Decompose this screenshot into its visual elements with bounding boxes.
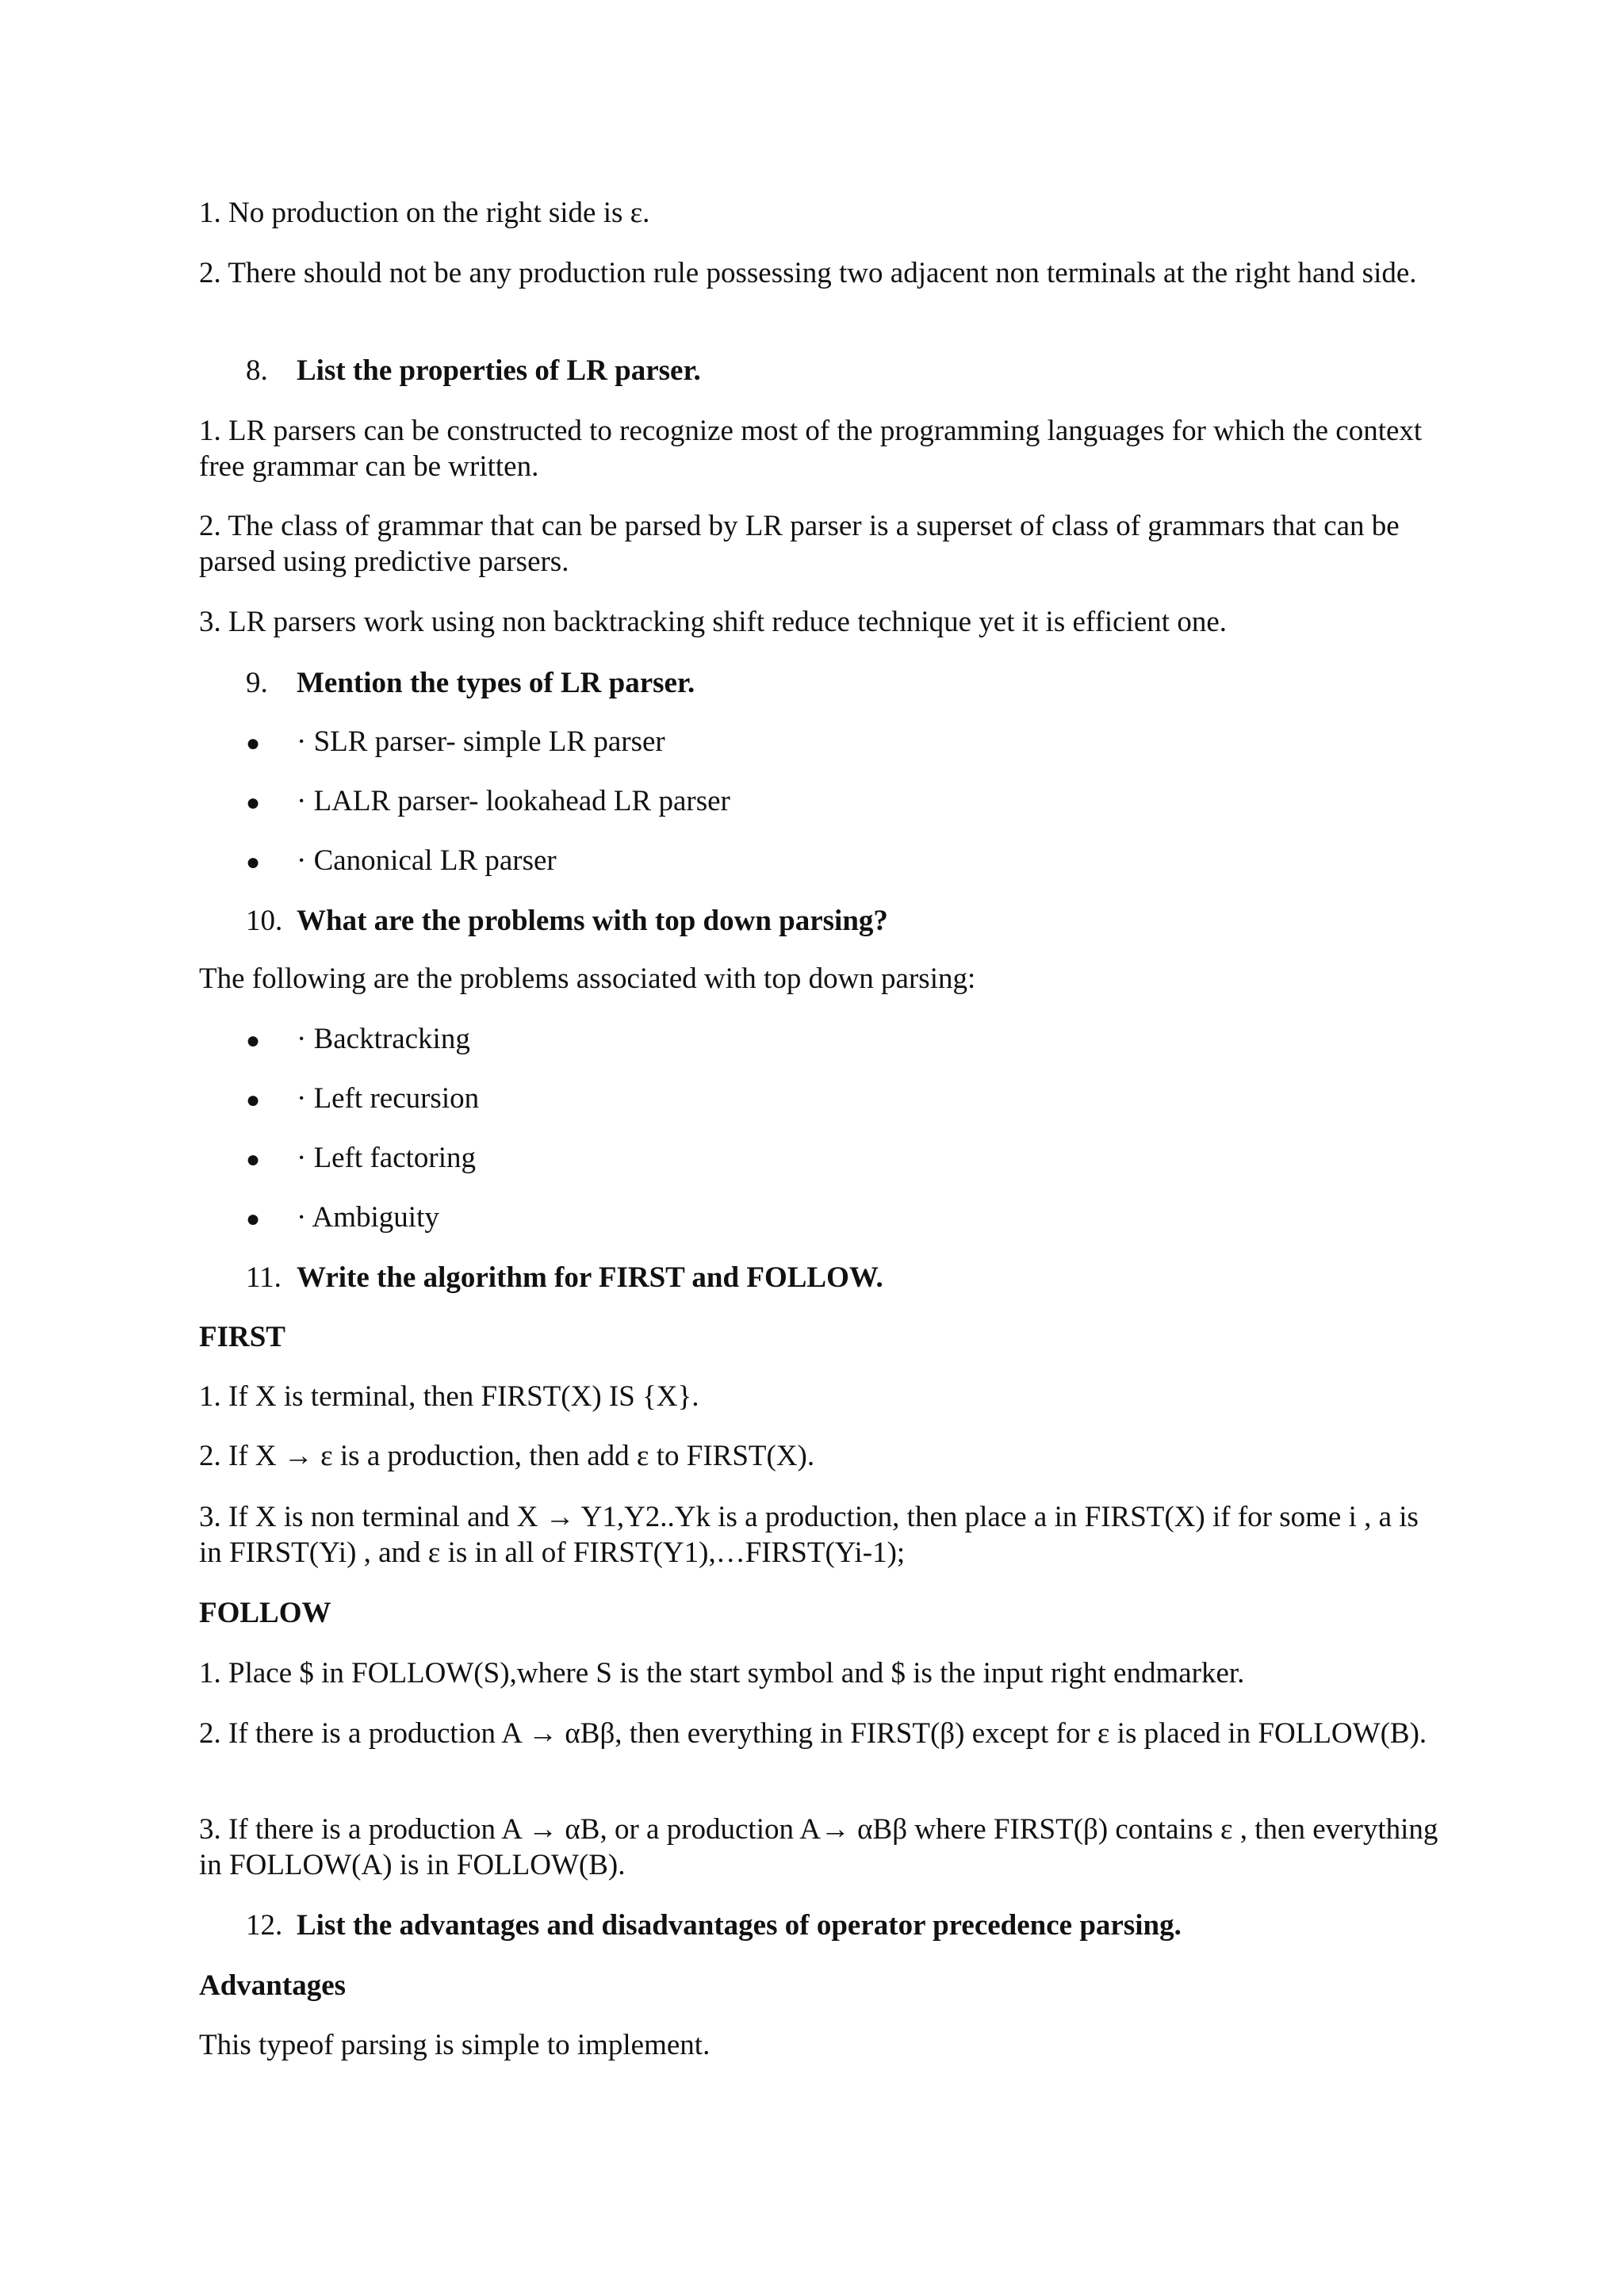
bullet-icon: ●	[246, 730, 261, 756]
advantages-text: This typeof parsing is simple to implement.	[199, 2029, 710, 2061]
first-label: FIRST	[199, 1321, 285, 1353]
question-number: 8.	[246, 354, 268, 387]
list-item: ● · Canonical LR parser	[246, 843, 557, 880]
follow-point-2: 2. If there is a production A → αBβ, then everything in FIRST(β) except for ε is placed in FOLLOW(B).	[199, 1717, 1427, 1750]
list-item: ● · SLR parser- simple LR parser	[246, 724, 665, 761]
question-12-heading	[246, 1908, 1182, 1943]
list-item: ● · LALR parser- lookahead LR parser	[246, 783, 730, 821]
question-title: List the advantages and disadvantages of operator precedence parsing.	[297, 1909, 1182, 1942]
question-8-heading	[246, 353, 701, 388]
follow-point-3: 3. If there is a production A → αB, or a production A→ αBβ where FIRST(β) contains ε , then everything in FOLLOW(A) is in FOLLOW(B).	[199, 1813, 1438, 1881]
list-item: ● · Ambiguity	[246, 1200, 439, 1237]
bullet-icon: ●	[246, 790, 261, 816]
intro-point-2: 2. There should not be any production rule possessing two adjacent non terminals at the right hand side.	[199, 257, 1417, 289]
advantages-label: Advantages	[199, 1969, 347, 2002]
follow-label: FOLLOW	[199, 1597, 331, 1629]
question-11-heading	[246, 1260, 883, 1295]
bullet-icon: ●	[246, 1027, 261, 1054]
question-number: 10.	[246, 905, 283, 937]
bullet-icon: ●	[246, 1146, 261, 1173]
q10-intro: The following are the problems associated with top down parsing:	[199, 962, 976, 995]
follow-point-1: 1. Place $ in FOLLOW(S),where S is the start symbol and $ is the input right endmarker.	[199, 1657, 1245, 1689]
question-title: Write the algorithm for FIRST and FOLLOW.	[297, 1261, 883, 1294]
first-point-2: 2. If X → ε is a production, then add ε to FIRST(X).	[199, 1440, 815, 1472]
first-point-1: 1. If X is terminal, then FIRST(X) IS {X}.	[199, 1380, 699, 1413]
question-10-heading	[246, 903, 888, 939]
bullet-icon: ●	[246, 849, 261, 875]
question-9-heading	[246, 665, 695, 701]
question-title: List the properties of LR parser.	[297, 354, 701, 387]
question-title: What are the problems with top down parsing?	[297, 905, 888, 937]
question-number: 11.	[246, 1261, 282, 1294]
bullet-icon: ●	[246, 1087, 261, 1113]
list-item: ● · Left recursion	[246, 1081, 479, 1118]
q8-point-1: 1. LR parsers can be constructed to recognize most of the programming languages for which the context free grammar can be written.	[199, 415, 1423, 483]
bullet-icon: ●	[246, 1206, 261, 1232]
list-item: ● · Backtracking	[246, 1021, 470, 1058]
q8-point-2: 2. The class of grammar that can be parsed by LR parser is a superset of class of grammars that can be parsed using predictive parsers.	[199, 510, 1400, 578]
first-point-3: 3. If X is non terminal and X → Y1,Y2..Yk is a production, then place a in FIRST(X) if for some i , a is in FIRST(Yi) , and ε is in all of FIRST(Y1),…FIRST(Yi-1);	[199, 1501, 1419, 1569]
intro-point-1: 1. No production on the right side is ε.	[199, 197, 650, 229]
list-item: ● · Left factoring	[246, 1140, 476, 1177]
question-number: 9.	[246, 667, 268, 699]
question-title: Mention the types of LR parser.	[297, 667, 695, 699]
q8-point-3: 3. LR parsers work using non backtracking shift reduce technique yet it is efficient one.	[199, 606, 1227, 638]
question-number: 12.	[246, 1909, 283, 1942]
